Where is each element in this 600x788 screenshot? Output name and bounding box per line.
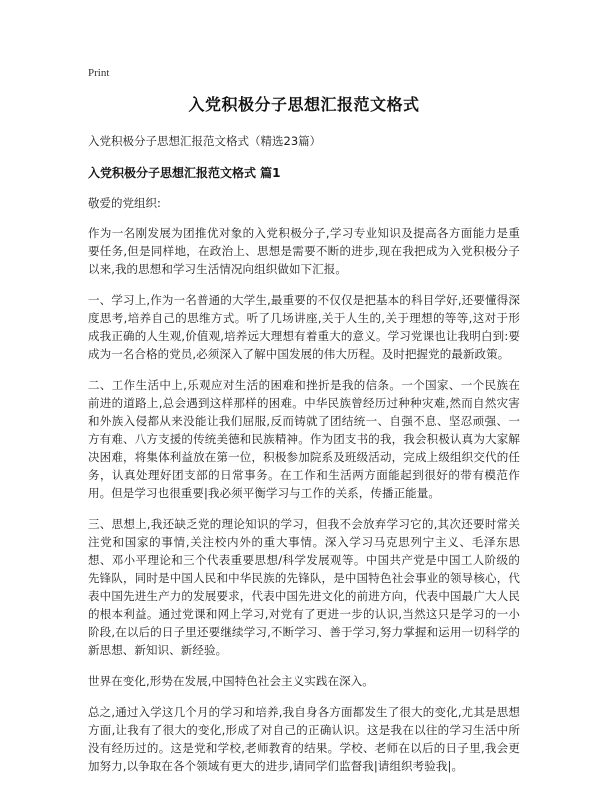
paragraph-study: 一、学习上,作为一名普通的大学生,最重要的不仅仅是把基本的科目学好,还要懂得深度思考,培养自己的思维方式。听了几场讲座,关于人生的,关于理想的等等,这对于形成我正确的人生观,价值观,培养远大理想有着重大的意义。学习党课也让我明白到:要成为一名合格的党员,必须深入了解中国发展的伟大历程。及时把握党的最新政策。 <box>88 293 520 361</box>
print-label[interactable]: Print <box>88 67 110 79</box>
paragraph-thought: 三、思想上,我还缺乏党的理论知识的学习，但我不会放弃学习它的,其次还要时常关注党和国家的事情,关注校内外的重大事情。深入学习马克思列宁主义、毛泽东思想、邓小平理论和三个代表重要思想/科学发展观等。中国共产党是中国工人阶级的先锋队，同时是中国人民和中华民族的先锋队，是中国特色社会事业的领导核心，代表中国先进生产力的发展要求，代表中国先进文化的前进方向，代表中国最广大人民的根本利益。通过党课和网上学习,对党有了更进一步的认识,当然这只是学习的一小阶段,在以后的日子里还要继续学习,不断学习、善于学习,努力掌握和运用一切科学的新思想、新知识、新经验。 <box>88 517 520 657</box>
paragraph-world: 世界在变化,形势在发展,中国特色社会主义实践在深入。 <box>88 674 374 688</box>
paragraph-intro: 作为一名刚发展为团推优对象的入党积极分子,学习专业知识及提高各方面能力是重要任务,但是同样地，在政治上、思想是需要不断的进步,现在我把成为入党积极分子以来,我的思想和学习生活情况向组织做如下汇报。 <box>88 226 520 276</box>
paragraph-work-life: 二、工作生活中上,乐观应对生活的困难和挫折是我的信条。一个国家、一个民族在前进的道路上,总会遇到这样那样的困难。中华民族曾经历过种种灾难,然而自然灾害和外族入侵都从来没能让我们屈服,反而铸就了团结统一、自强不息、坚忍顽强、一方有难、八方支援的传统美德和民族精神。作为团支书的我，我会积极认真为大家解决困难，将集体利益放在第一位，积极参加院系及班级活动，完成上级组织交代的任务，认真处理好团支部的日常事务。在工作和生活两方面能起到很好的带有模范作用。但是学习也很重要|我必须平衡学习与工作的关系，传播正能量。 <box>88 378 520 500</box>
section-heading: 入党积极分子思想汇报范文格式 篇1 <box>88 166 281 180</box>
greeting: 敬爱的党组织: <box>88 196 161 210</box>
paragraph-summary: 总之,通过入学这几个月的学习和培养,我自身各方面都发生了很大的变化,尤其是思想方面,让我有了很大的变化,形成了对自己的正确认识。这是我在以往的学习生活中所没有经历过的。这是党和学校,老师教育的结果。学校、老师在以后的日子里,我会更加努力,以争取在各个领域有更大的进步,请同学们监督我|请组织考验我|。 <box>88 705 520 773</box>
document-subtitle: 入党积极分子思想汇报范文格式（精选23篇） <box>88 134 322 148</box>
document-title: 入党积极分子思想汇报范文格式 <box>188 95 420 114</box>
document-page <box>88 66 520 788</box>
